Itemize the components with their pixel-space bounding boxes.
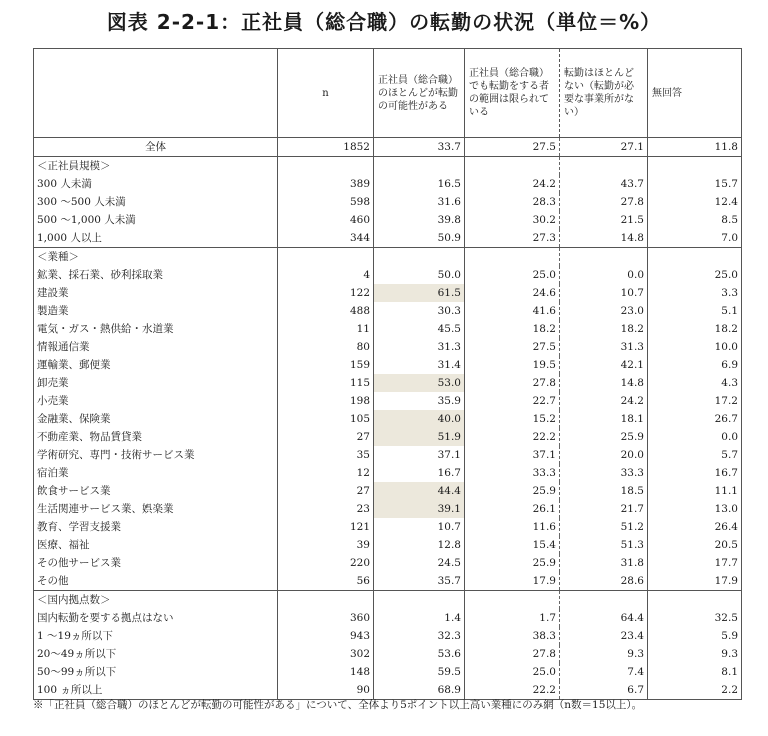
row-n: 56 bbox=[278, 572, 374, 591]
row-value: 28.3 bbox=[465, 193, 560, 211]
row-value: 50.0 bbox=[374, 266, 465, 284]
page-title: 図表 2-2-1：正社員（総合職）の転勤の状況（単位＝%） bbox=[106, 10, 662, 34]
row-value: 28.6 bbox=[560, 572, 648, 591]
row-value bbox=[560, 248, 648, 267]
row-n: 90 bbox=[278, 681, 374, 700]
row-value: 53.0 bbox=[374, 374, 465, 392]
row-value: 16.7 bbox=[648, 464, 742, 482]
table-row bbox=[34, 536, 742, 554]
row-value: 16.7 bbox=[374, 464, 465, 482]
row-value: 30.3 bbox=[374, 302, 465, 320]
row-value: 68.9 bbox=[374, 681, 465, 700]
row-value bbox=[648, 591, 742, 610]
table-header-row bbox=[34, 49, 742, 138]
row-value: 35.7 bbox=[374, 572, 465, 591]
row-n: 122 bbox=[278, 284, 374, 302]
row-n: 488 bbox=[278, 302, 374, 320]
row-value: 22.2 bbox=[465, 428, 560, 446]
row-value: 15.4 bbox=[465, 536, 560, 554]
row-value: 2.2 bbox=[648, 681, 742, 700]
row-value: 11.8 bbox=[648, 138, 742, 157]
table-row bbox=[34, 356, 742, 374]
row-value: 51.9 bbox=[374, 428, 465, 446]
row-n: 198 bbox=[278, 392, 374, 410]
row-label: 300 ～500 人未満 bbox=[34, 193, 278, 211]
header-no-answer: 無回答 bbox=[648, 49, 742, 138]
row-label: 金融業、保険業 bbox=[34, 410, 278, 428]
row-value: 44.4 bbox=[374, 482, 465, 500]
row-value: 23.4 bbox=[560, 627, 648, 645]
row-value: 17.7 bbox=[648, 554, 742, 572]
row-value: 18.2 bbox=[648, 320, 742, 338]
header-limited-range: 正社員（総合職）でも転勤をする者の範囲は限られている bbox=[465, 49, 560, 138]
row-label: 全体 bbox=[34, 138, 278, 157]
row-value: 9.3 bbox=[648, 645, 742, 663]
footnote: ※「正社員（総合職）のほとんどが転勤の可能性がある」について、全体より5ポイント以上高い業種にのみ網（n数＝15以上）。 bbox=[33, 699, 643, 711]
row-value: 33.3 bbox=[465, 464, 560, 482]
row-value: 3.3 bbox=[648, 284, 742, 302]
row-value: 1.4 bbox=[374, 609, 465, 627]
section-heading: ＜国内拠点数＞ bbox=[34, 591, 278, 610]
row-label: 鉱業、採石業、砂利採取業 bbox=[34, 266, 278, 284]
table-row bbox=[34, 482, 742, 500]
table-row bbox=[34, 338, 742, 356]
row-value: 45.5 bbox=[374, 320, 465, 338]
row-value: 15.7 bbox=[648, 175, 742, 193]
row-n bbox=[278, 157, 374, 176]
row-n: 121 bbox=[278, 518, 374, 536]
row-value bbox=[465, 248, 560, 267]
table-row bbox=[34, 464, 742, 482]
row-n: 360 bbox=[278, 609, 374, 627]
row-value: 31.6 bbox=[374, 193, 465, 211]
row-value: 22.2 bbox=[465, 681, 560, 700]
row-value bbox=[465, 591, 560, 610]
row-label: 1,000 人以上 bbox=[34, 229, 278, 248]
row-value: 43.7 bbox=[560, 175, 648, 193]
row-label: 建設業 bbox=[34, 284, 278, 302]
header-rarely-transfer: 転勤はほとんどない（転勤が必要な事業所がない） bbox=[560, 49, 648, 138]
section-heading-row bbox=[34, 248, 742, 267]
row-n: 39 bbox=[278, 536, 374, 554]
row-value: 22.7 bbox=[465, 392, 560, 410]
row-label: 製造業 bbox=[34, 302, 278, 320]
row-value: 41.6 bbox=[465, 302, 560, 320]
section-heading: ＜正社員規模＞ bbox=[34, 157, 278, 176]
row-value: 51.3 bbox=[560, 536, 648, 554]
row-label: 生活関連サービス業、娯楽業 bbox=[34, 500, 278, 518]
table-row bbox=[34, 302, 742, 320]
row-value: 32.3 bbox=[374, 627, 465, 645]
row-value: 1.7 bbox=[465, 609, 560, 627]
row-label: 教育、学習支援業 bbox=[34, 518, 278, 536]
row-value: 38.3 bbox=[465, 627, 560, 645]
row-label: 500 ～1,000 人未満 bbox=[34, 211, 278, 229]
row-value: 24.2 bbox=[560, 392, 648, 410]
row-value: 25.0 bbox=[465, 663, 560, 681]
row-n: 12 bbox=[278, 464, 374, 482]
row-value bbox=[560, 591, 648, 610]
row-value: 4.3 bbox=[648, 374, 742, 392]
row-value: 8.5 bbox=[648, 211, 742, 229]
row-value: 7.0 bbox=[648, 229, 742, 248]
table-row bbox=[34, 320, 742, 338]
table-row bbox=[34, 572, 742, 591]
row-value: 18.2 bbox=[465, 320, 560, 338]
row-value: 20.0 bbox=[560, 446, 648, 464]
row-label: 100 ヵ所以上 bbox=[34, 681, 278, 700]
row-value: 23.0 bbox=[560, 302, 648, 320]
row-value: 13.0 bbox=[648, 500, 742, 518]
row-value: 31.3 bbox=[374, 338, 465, 356]
row-value: 11.6 bbox=[465, 518, 560, 536]
row-label: 300 人未満 bbox=[34, 175, 278, 193]
row-n: 35 bbox=[278, 446, 374, 464]
row-value bbox=[560, 157, 648, 176]
table-row bbox=[34, 518, 742, 536]
transfer-status-table bbox=[33, 48, 742, 700]
row-n bbox=[278, 591, 374, 610]
row-label: 50～99ヵ所以下 bbox=[34, 663, 278, 681]
row-value: 5.1 bbox=[648, 302, 742, 320]
row-value: 64.4 bbox=[560, 609, 648, 627]
row-label: その他サービス業 bbox=[34, 554, 278, 572]
row-value: 25.0 bbox=[465, 266, 560, 284]
row-value: 24.6 bbox=[465, 284, 560, 302]
row-value: 15.2 bbox=[465, 410, 560, 428]
row-label: 宿泊業 bbox=[34, 464, 278, 482]
row-value: 26.7 bbox=[648, 410, 742, 428]
row-value: 30.2 bbox=[465, 211, 560, 229]
row-value: 61.5 bbox=[374, 284, 465, 302]
table-row bbox=[34, 374, 742, 392]
table-row bbox=[34, 175, 742, 193]
row-value: 5.7 bbox=[648, 446, 742, 464]
row-value: 11.1 bbox=[648, 482, 742, 500]
row-n: 344 bbox=[278, 229, 374, 248]
row-n: 27 bbox=[278, 482, 374, 500]
row-value: 6.7 bbox=[560, 681, 648, 700]
row-value: 31.4 bbox=[374, 356, 465, 374]
row-value: 10.7 bbox=[374, 518, 465, 536]
row-value: 27.3 bbox=[465, 229, 560, 248]
row-label: 運輸業、郵便業 bbox=[34, 356, 278, 374]
row-value: 19.5 bbox=[465, 356, 560, 374]
row-n: 11 bbox=[278, 320, 374, 338]
row-value: 33.3 bbox=[560, 464, 648, 482]
row-label: 不動産業、物品賃貸業 bbox=[34, 428, 278, 446]
row-value: 25.0 bbox=[648, 266, 742, 284]
row-value: 7.4 bbox=[560, 663, 648, 681]
table-row bbox=[34, 627, 742, 645]
row-value: 26.4 bbox=[648, 518, 742, 536]
header-label-column bbox=[34, 49, 278, 138]
row-n: 598 bbox=[278, 193, 374, 211]
row-value: 59.5 bbox=[374, 663, 465, 681]
row-n: 23 bbox=[278, 500, 374, 518]
table-row bbox=[34, 193, 742, 211]
row-value bbox=[465, 157, 560, 176]
row-label: 情報通信業 bbox=[34, 338, 278, 356]
table-row bbox=[34, 554, 742, 572]
table-row bbox=[34, 645, 742, 663]
section-heading-row bbox=[34, 157, 742, 176]
row-value: 24.2 bbox=[465, 175, 560, 193]
row-n: 302 bbox=[278, 645, 374, 663]
row-value: 5.9 bbox=[648, 627, 742, 645]
row-value: 31.3 bbox=[560, 338, 648, 356]
row-value: 21.7 bbox=[560, 500, 648, 518]
row-n: 148 bbox=[278, 663, 374, 681]
row-label: 電気・ガス・熱供給・水道業 bbox=[34, 320, 278, 338]
table-row bbox=[34, 609, 742, 627]
row-label: 医療、福祉 bbox=[34, 536, 278, 554]
table-row bbox=[34, 392, 742, 410]
table-row bbox=[34, 428, 742, 446]
row-n: 943 bbox=[278, 627, 374, 645]
row-value: 50.9 bbox=[374, 229, 465, 248]
row-value bbox=[648, 157, 742, 176]
section-heading: ＜業種＞ bbox=[34, 248, 278, 267]
row-value: 12.8 bbox=[374, 536, 465, 554]
row-value: 27.5 bbox=[465, 138, 560, 157]
row-value: 25.9 bbox=[465, 482, 560, 500]
row-value: 32.5 bbox=[648, 609, 742, 627]
table-row bbox=[34, 284, 742, 302]
row-n: 1852 bbox=[278, 138, 374, 157]
row-value: 27.8 bbox=[560, 193, 648, 211]
row-value: 31.8 bbox=[560, 554, 648, 572]
row-value: 8.1 bbox=[648, 663, 742, 681]
row-n: 159 bbox=[278, 356, 374, 374]
row-value: 18.5 bbox=[560, 482, 648, 500]
table-row bbox=[34, 211, 742, 229]
row-n: 220 bbox=[278, 554, 374, 572]
total-row bbox=[34, 138, 742, 157]
row-label: 小売業 bbox=[34, 392, 278, 410]
table-row bbox=[34, 500, 742, 518]
row-value: 27.5 bbox=[465, 338, 560, 356]
row-value bbox=[374, 157, 465, 176]
row-value: 12.4 bbox=[648, 193, 742, 211]
row-value: 16.5 bbox=[374, 175, 465, 193]
row-value: 39.1 bbox=[374, 500, 465, 518]
row-label: 卸売業 bbox=[34, 374, 278, 392]
row-label: 学術研究、専門・技術サービス業 bbox=[34, 446, 278, 464]
row-label: その他 bbox=[34, 572, 278, 591]
row-value: 0.0 bbox=[648, 428, 742, 446]
row-value: 0.0 bbox=[560, 266, 648, 284]
row-value: 42.1 bbox=[560, 356, 648, 374]
row-value: 17.9 bbox=[465, 572, 560, 591]
row-label: 国内転勤を要する拠点はない bbox=[34, 609, 278, 627]
row-value bbox=[374, 248, 465, 267]
row-label: 1 ～19ヵ所以下 bbox=[34, 627, 278, 645]
row-n bbox=[278, 248, 374, 267]
table-row bbox=[34, 410, 742, 428]
row-n: 460 bbox=[278, 211, 374, 229]
row-value bbox=[374, 591, 465, 610]
table-row bbox=[34, 446, 742, 464]
row-label: 飲食サービス業 bbox=[34, 482, 278, 500]
row-n: 80 bbox=[278, 338, 374, 356]
row-value: 14.8 bbox=[560, 229, 648, 248]
table-row bbox=[34, 681, 742, 700]
row-value: 35.9 bbox=[374, 392, 465, 410]
row-value: 33.7 bbox=[374, 138, 465, 157]
row-label: 20～49ヵ所以下 bbox=[34, 645, 278, 663]
row-value: 39.8 bbox=[374, 211, 465, 229]
row-value: 27.8 bbox=[465, 645, 560, 663]
row-value: 37.1 bbox=[465, 446, 560, 464]
row-value: 17.2 bbox=[648, 392, 742, 410]
section-heading-row bbox=[34, 591, 742, 610]
row-value: 14.8 bbox=[560, 374, 648, 392]
header-n: n bbox=[278, 49, 374, 138]
row-value: 17.9 bbox=[648, 572, 742, 591]
row-n: 4 bbox=[278, 266, 374, 284]
row-value: 51.2 bbox=[560, 518, 648, 536]
table-row bbox=[34, 663, 742, 681]
row-value: 9.3 bbox=[560, 645, 648, 663]
row-value: 18.1 bbox=[560, 410, 648, 428]
row-value: 26.1 bbox=[465, 500, 560, 518]
row-n: 27 bbox=[278, 428, 374, 446]
row-value bbox=[648, 248, 742, 267]
row-value: 24.5 bbox=[374, 554, 465, 572]
header-most-may-transfer: 正社員（総合職）のほとんどが転勤の可能性がある bbox=[374, 49, 465, 138]
row-value: 21.5 bbox=[560, 211, 648, 229]
row-value: 10.0 bbox=[648, 338, 742, 356]
row-value: 53.6 bbox=[374, 645, 465, 663]
row-value: 27.1 bbox=[560, 138, 648, 157]
row-n: 115 bbox=[278, 374, 374, 392]
table-row bbox=[34, 266, 742, 284]
row-n: 105 bbox=[278, 410, 374, 428]
row-value: 27.8 bbox=[465, 374, 560, 392]
row-value: 10.7 bbox=[560, 284, 648, 302]
row-value: 25.9 bbox=[465, 554, 560, 572]
row-value: 6.9 bbox=[648, 356, 742, 374]
row-n: 389 bbox=[278, 175, 374, 193]
table-row bbox=[34, 229, 742, 248]
row-value: 40.0 bbox=[374, 410, 465, 428]
row-value: 20.5 bbox=[648, 536, 742, 554]
row-value: 18.2 bbox=[560, 320, 648, 338]
row-value: 37.1 bbox=[374, 446, 465, 464]
row-value: 25.9 bbox=[560, 428, 648, 446]
